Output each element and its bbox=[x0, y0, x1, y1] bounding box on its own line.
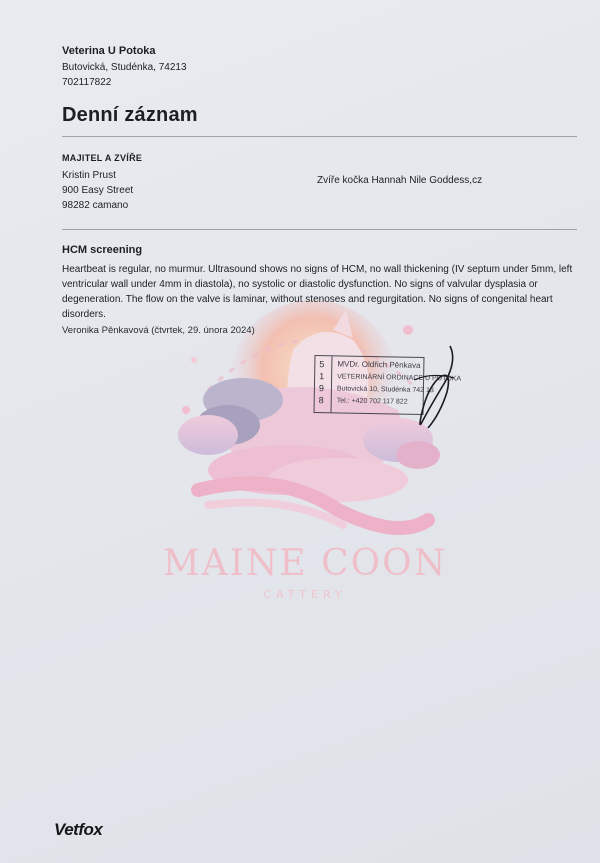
owner-name: Kristin Prust bbox=[62, 170, 116, 181]
owner-city: 98282 camano bbox=[62, 200, 129, 211]
stamp-vet-name: MVDr. Oldřich Pěnkava bbox=[337, 359, 421, 370]
document-title: Denní záznam bbox=[62, 104, 198, 126]
animal-info: Zvíře kočka Hannah Nile Goddess,cz bbox=[317, 175, 483, 186]
clinic-phone: 702117822 bbox=[62, 77, 112, 88]
record-author: Veronika Pěnkavová (čtvrtek, 29. února 2024) bbox=[62, 325, 255, 336]
stamp-phone: Tel.: +420 702 117 822 bbox=[336, 397, 408, 406]
clinic-name: Veterina U Potoka bbox=[62, 45, 156, 57]
stamp-digit: 8 bbox=[318, 395, 324, 406]
record-text: Heartbeat is regular, no murmur. Ultrasound shows no signs of HCM, no wall thickening (IV septum under 5mm, left ventricular wall under 4mm in diastola), no systolic or diastolic dysfunction. No signs of valvular dysplasia or degeneration. The flow on the valve is laminar, without stenoses and regurgitation. No signs of congenital heart disorders. bbox=[62, 264, 573, 320]
handwritten-signature bbox=[392, 342, 462, 432]
stamp-digit: 1 bbox=[319, 371, 325, 382]
stamp-clinic: VETERINÁRNÍ ORDINACE U POTOKA bbox=[337, 373, 462, 383]
stamp-digit: 9 bbox=[318, 383, 325, 394]
owner-street: 900 Easy Street bbox=[62, 185, 134, 196]
stamp-address: Butovická 10, Studénka 742 13 bbox=[336, 385, 434, 395]
divider-middle bbox=[62, 229, 577, 230]
owner-section-label: MAJITEL A ZVÍŘE bbox=[62, 153, 143, 163]
stamp-digit: 5 bbox=[319, 359, 325, 370]
divider-top bbox=[62, 136, 577, 137]
watermark-subtitle: CATTERY bbox=[263, 588, 347, 601]
stamp-digit-column bbox=[315, 356, 333, 412]
watermark-brand: MAINE COON bbox=[162, 543, 448, 584]
record-title: HCM screening bbox=[62, 244, 143, 256]
vetfox-logo: Vetfox bbox=[54, 820, 103, 839]
clinic-address: Butovická, Studénka, 74213 bbox=[62, 62, 187, 73]
